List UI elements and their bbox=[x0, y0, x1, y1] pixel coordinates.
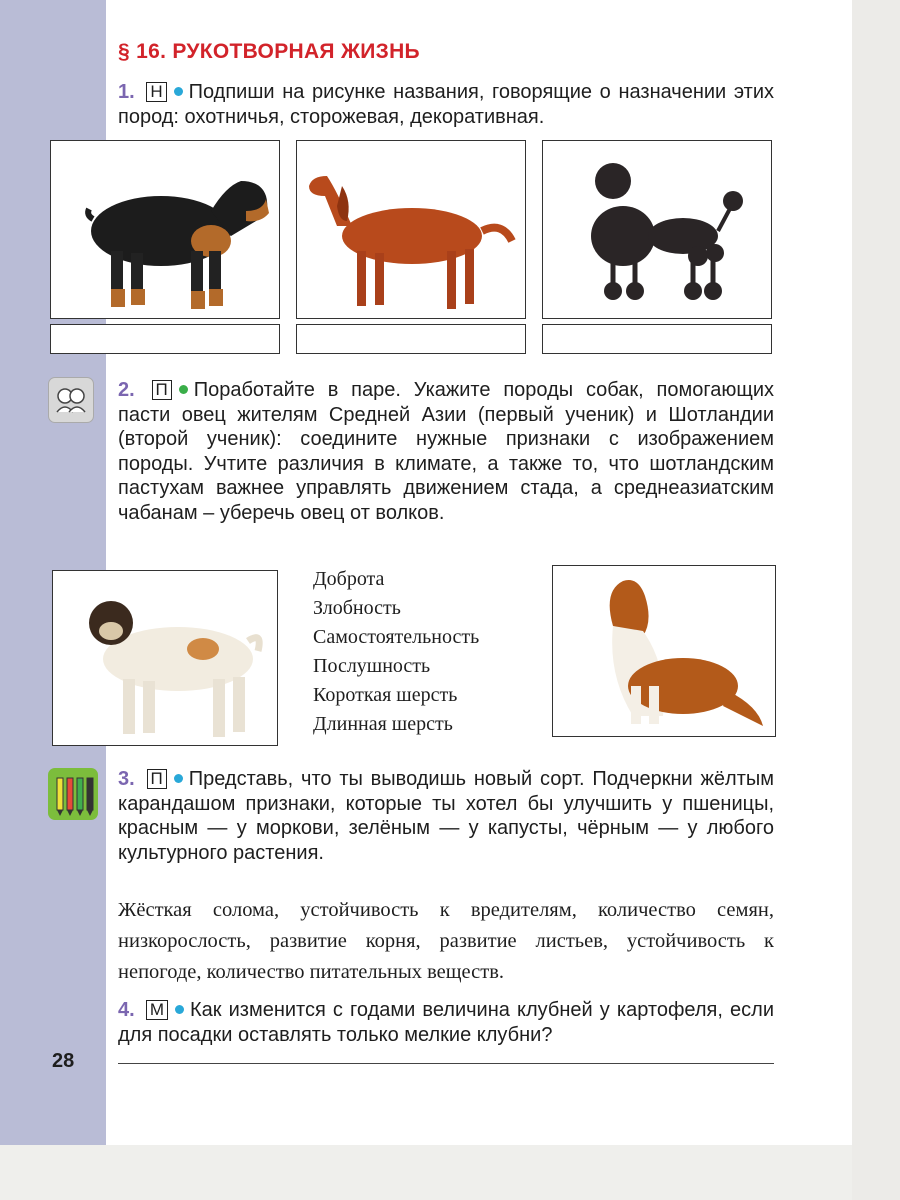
bullet-dot-icon bbox=[179, 385, 188, 394]
task-number: 4. bbox=[118, 999, 135, 1021]
features-text: Жёсткая солома, устойчивость к вредителям, количество семян, низкорослость, развитие корня, развитие листьев, устойчивость к непогоде, количество питательных веществ. bbox=[118, 899, 774, 983]
answer-field-3[interactable] bbox=[542, 324, 772, 354]
task-4 bbox=[118, 998, 774, 1047]
alabai-illustration bbox=[53, 571, 277, 745]
task-3 bbox=[118, 767, 774, 865]
traits-list bbox=[313, 565, 479, 739]
bullet-dot-icon bbox=[174, 87, 183, 96]
trait-item[interactable]: Длинная шерсть bbox=[313, 713, 453, 735]
poodle-image bbox=[542, 140, 772, 319]
setter-illustration bbox=[297, 141, 525, 318]
trait-item[interactable]: Самостоятельность bbox=[313, 626, 480, 648]
poodle-illustration bbox=[543, 141, 771, 318]
level-badge: Н bbox=[146, 82, 166, 102]
trait-item[interactable]: Доброта bbox=[313, 568, 385, 590]
pencils-icon bbox=[48, 768, 98, 820]
rottweiler-image bbox=[50, 140, 280, 319]
task-text: Представь, что ты выводишь новый сорт. Подчеркни жёлтым карандашом признаки, которые ты хотел бы улучшить у пшеницы, красным — у моркови, зелёным — у капусты, чёрным — у любого культурного растения. bbox=[118, 768, 774, 864]
level-badge: П bbox=[152, 380, 172, 400]
task-number: 1. bbox=[118, 81, 135, 103]
task-1 bbox=[118, 80, 774, 129]
task-number: 2. bbox=[118, 379, 135, 401]
asian-shepherd-image bbox=[52, 570, 278, 746]
trait-item[interactable]: Послушность bbox=[313, 655, 431, 677]
collie-illustration bbox=[553, 566, 775, 736]
right-page-edge bbox=[852, 0, 900, 1200]
task-2 bbox=[118, 378, 774, 525]
answer-line[interactable] bbox=[118, 1063, 774, 1064]
task-text: Поработайте в паре. Укажите породы собак, помогающих пасти овец жителям Средней Азии (первый ученик) и Шотландии (второй ученик): соедините нужные признаки с изображением породы. Учтите различия в климате, а также то, что шотландским пастухам важнее управлять движением стада, а среднеазиатским чабанам – уберечь овец от волков. bbox=[118, 379, 774, 524]
answer-field-2[interactable] bbox=[296, 324, 526, 354]
bullet-dot-icon bbox=[174, 774, 183, 783]
setter-image bbox=[296, 140, 526, 319]
level-badge: П bbox=[147, 769, 167, 789]
task-text: Подпиши на рисунке названия, говорящие о назначении этих пород: охотничья, сторожевая, декоративная. bbox=[118, 81, 774, 128]
section-title: § 16. РУКОТВОРНАЯ ЖИЗНЬ bbox=[118, 40, 420, 63]
trait-item[interactable]: Злобность bbox=[313, 597, 401, 619]
rottweiler-illustration bbox=[51, 141, 279, 318]
task-number: 3. bbox=[118, 768, 135, 790]
collie-image bbox=[552, 565, 776, 737]
bullet-dot-icon bbox=[175, 1005, 184, 1014]
answer-field-1[interactable] bbox=[50, 324, 280, 354]
bottom-page-edge bbox=[0, 1145, 852, 1200]
level-badge: М bbox=[146, 1000, 168, 1020]
task-text: Как изменится с годами величина клубней у картофеля, если для посадки оставлять только мелкие клубни? bbox=[118, 999, 774, 1046]
pair-work-icon bbox=[48, 377, 94, 423]
trait-item[interactable]: Короткая шерсть bbox=[313, 684, 458, 706]
page-number: 28 bbox=[52, 1050, 75, 1072]
